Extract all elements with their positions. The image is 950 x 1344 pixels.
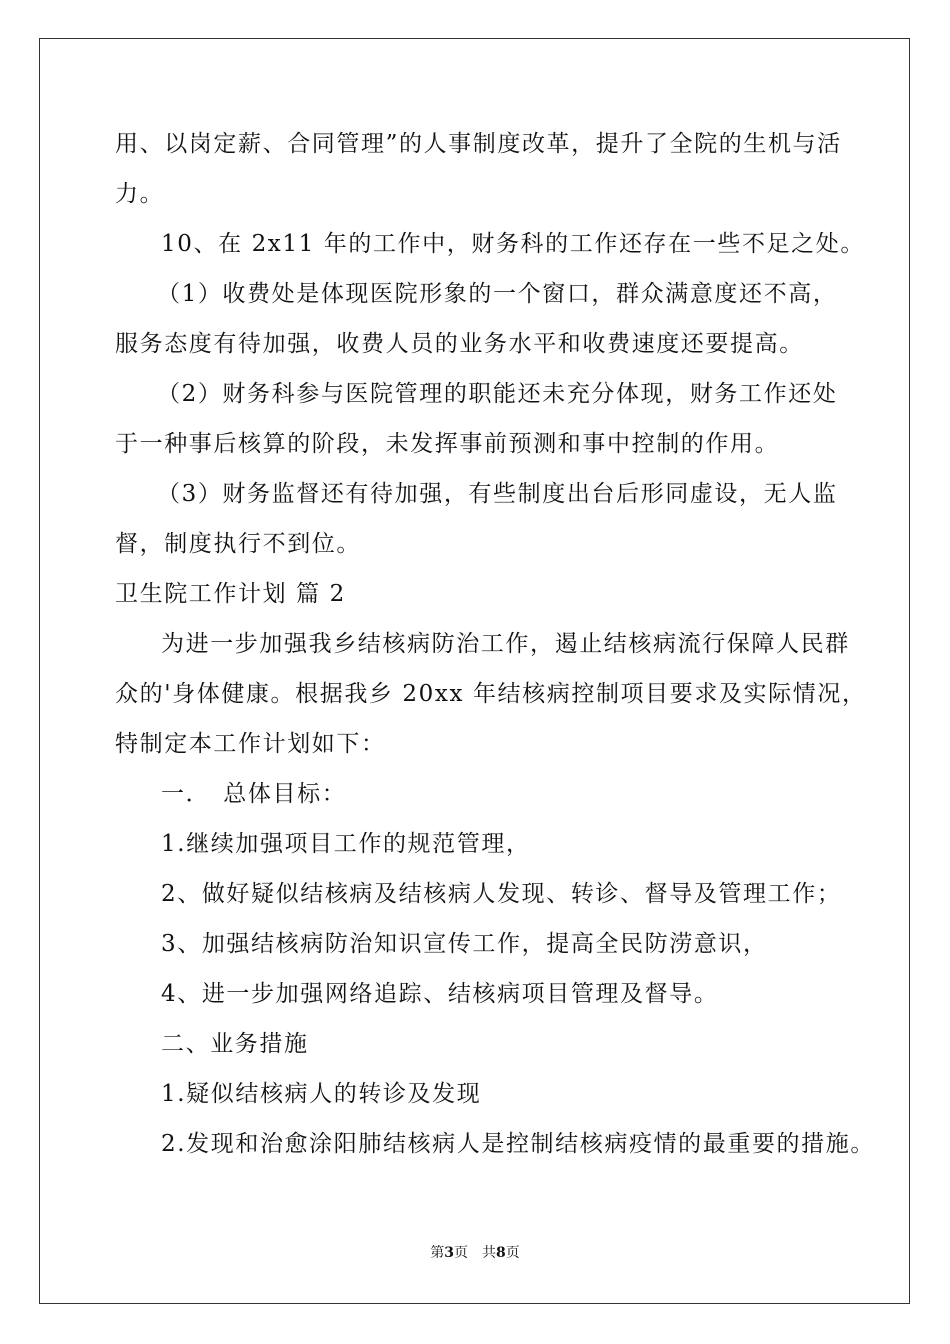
footer-page-number: 3 [444,1245,454,1261]
footer-total-pages: 8 [496,1245,506,1261]
paragraph-line: 为进一步加强我乡结核病防治工作，遏止结核病流行保障人民群 [161,631,850,657]
list-item: 4、进一步加强网络追踪、结核病项目管理及督导。 [161,981,719,1007]
paragraph-line: 众的'身体健康。根据我乡 20xx 年结核病控制项目要求及实际情况， [115,681,867,707]
paragraph-line: 10、在 2x11 年的工作中，财务科的工作还存在一些不足之处。 [161,231,865,257]
list-item: 1.继续加强项目工作的规范管理， [161,831,531,857]
list-item: 2.发现和治愈涂阳肺结核病人是控制结核病疫情的最重要的措施。 [161,1131,875,1157]
paragraph-line: 用、以岗定薪、合同管理”的人事制度改革，提升了全院的生机与活 [115,131,842,157]
paragraph-line: 特制定本工作计划如下： [115,731,386,757]
list-item: 1.疑似结核病人的转诊及发现 [161,1081,482,1107]
paragraph-line: 力。 [115,181,165,207]
paragraph-line: 督，制度执行不到位。 [115,531,361,557]
list-item: 3、加强结核病防治知识宣传工作，提高全民防涝意识， [161,931,768,957]
paragraph-line: （3）财务监督还有待加强，有些制度出台后形同虚设，无人监 [157,481,838,507]
footer-prefix: 第 [430,1245,445,1261]
subheading: 一． 总体目标： [161,781,347,807]
list-item: 2、做好疑似结核病及结核病人发现、转诊、督导及管理工作； [161,881,842,907]
paragraph-line: （1）收费处是体现医院形象的一个窗口，群众满意度还不高， [157,281,838,307]
section-heading: 卫生院工作计划 篇 2 [115,581,346,607]
paragraph-line: （2）财务科参与医院管理的职能还未充分体现，财务工作还处 [157,381,838,407]
paragraph-line: 服务态度有待加强，收费人员的业务水平和收费速度还要提高。 [115,331,804,357]
page-footer [0,1243,950,1263]
subheading: 二、业务措施 [161,1031,309,1057]
footer-middle: 页 共 [454,1245,496,1261]
paragraph-line: 于一种事后核算的阶段，未发挥事前预测和事中控制的作用。 [115,431,780,457]
footer-suffix: 页 [505,1245,520,1261]
